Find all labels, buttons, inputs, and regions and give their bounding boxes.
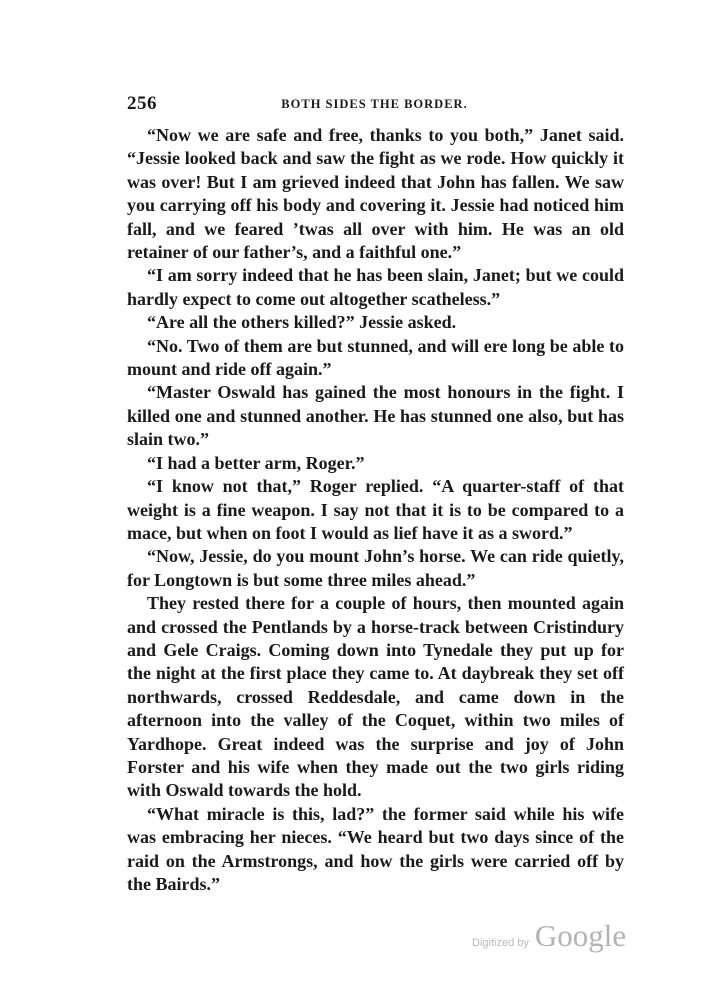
page-number: 256 xyxy=(127,93,157,114)
paragraph: “I know not that,” Roger replied. “A quarter-staff of that weight is a fine weapon. I say not that it is to be compared to a mace, but when on foot I would as lief have it as a sword.” xyxy=(127,476,624,543)
digitized-watermark xyxy=(472,918,626,958)
paragraph: “Now, Jessie, do you mount John’s horse. We can ride quietly, for Longtown is but some three miles ahead.” xyxy=(127,546,624,590)
paragraph: “I had a better arm, Roger.” xyxy=(147,452,365,473)
paragraph: “I am sorry indeed that he has been slain, Janet; but we could hardly expect to come out altogether scatheless.” xyxy=(127,265,624,309)
paragraph: “Are all the others killed?” Jessie asked. xyxy=(147,312,457,333)
paragraph: “Now we are safe and free, thanks to you both,” Janet said. “Jessie looked back and saw the fight as we rode. How quickly it was over! But I am grieved indeed that John has fallen. We saw you carrying off his body and covering it. Jessie had noticed him fall, and we feared ’twas all over with him. He was an old retainer of our father’s, and a faithful one.” xyxy=(127,125,624,263)
body-text xyxy=(127,124,624,896)
page-header xyxy=(127,93,622,119)
paragraph: “No. Two of them are but stunned, and will ere long be able to mount and ride off again.” xyxy=(127,335,624,380)
paragraph: “Master Oswald has gained the most honours in the fight. I killed one and stunned another. He has stunned one also, but has slain two.” xyxy=(127,382,624,450)
paragraph: “What miracle is this, lad?” the former said while his wife was embracing her nieces. “We heard but two days since of the raid on the Armstrongs, and how the girls were carried off by the Bairds.” xyxy=(127,803,624,894)
running-title: BOTH SIDES THE BORDER. xyxy=(281,97,468,111)
google-logo: Google xyxy=(534,918,627,953)
paragraph: They rested there for a couple of hours, then mounted again and crossed the Pentlands by a horse-track between Cristindury and Gele Craigs. Coming down into Tynedale they put up for the night at the first place they came to. At daybreak they set off northwards, crossed Reddesdale, and came down in the afternoon into the valley of the Coquet, within two miles of Yardhope. Great indeed was the surprise and joy of John Forster and his wife when they made out the two girls riding with Oswald towards the hold. xyxy=(127,593,624,801)
watermark-prefix: Digitized by xyxy=(472,937,529,949)
